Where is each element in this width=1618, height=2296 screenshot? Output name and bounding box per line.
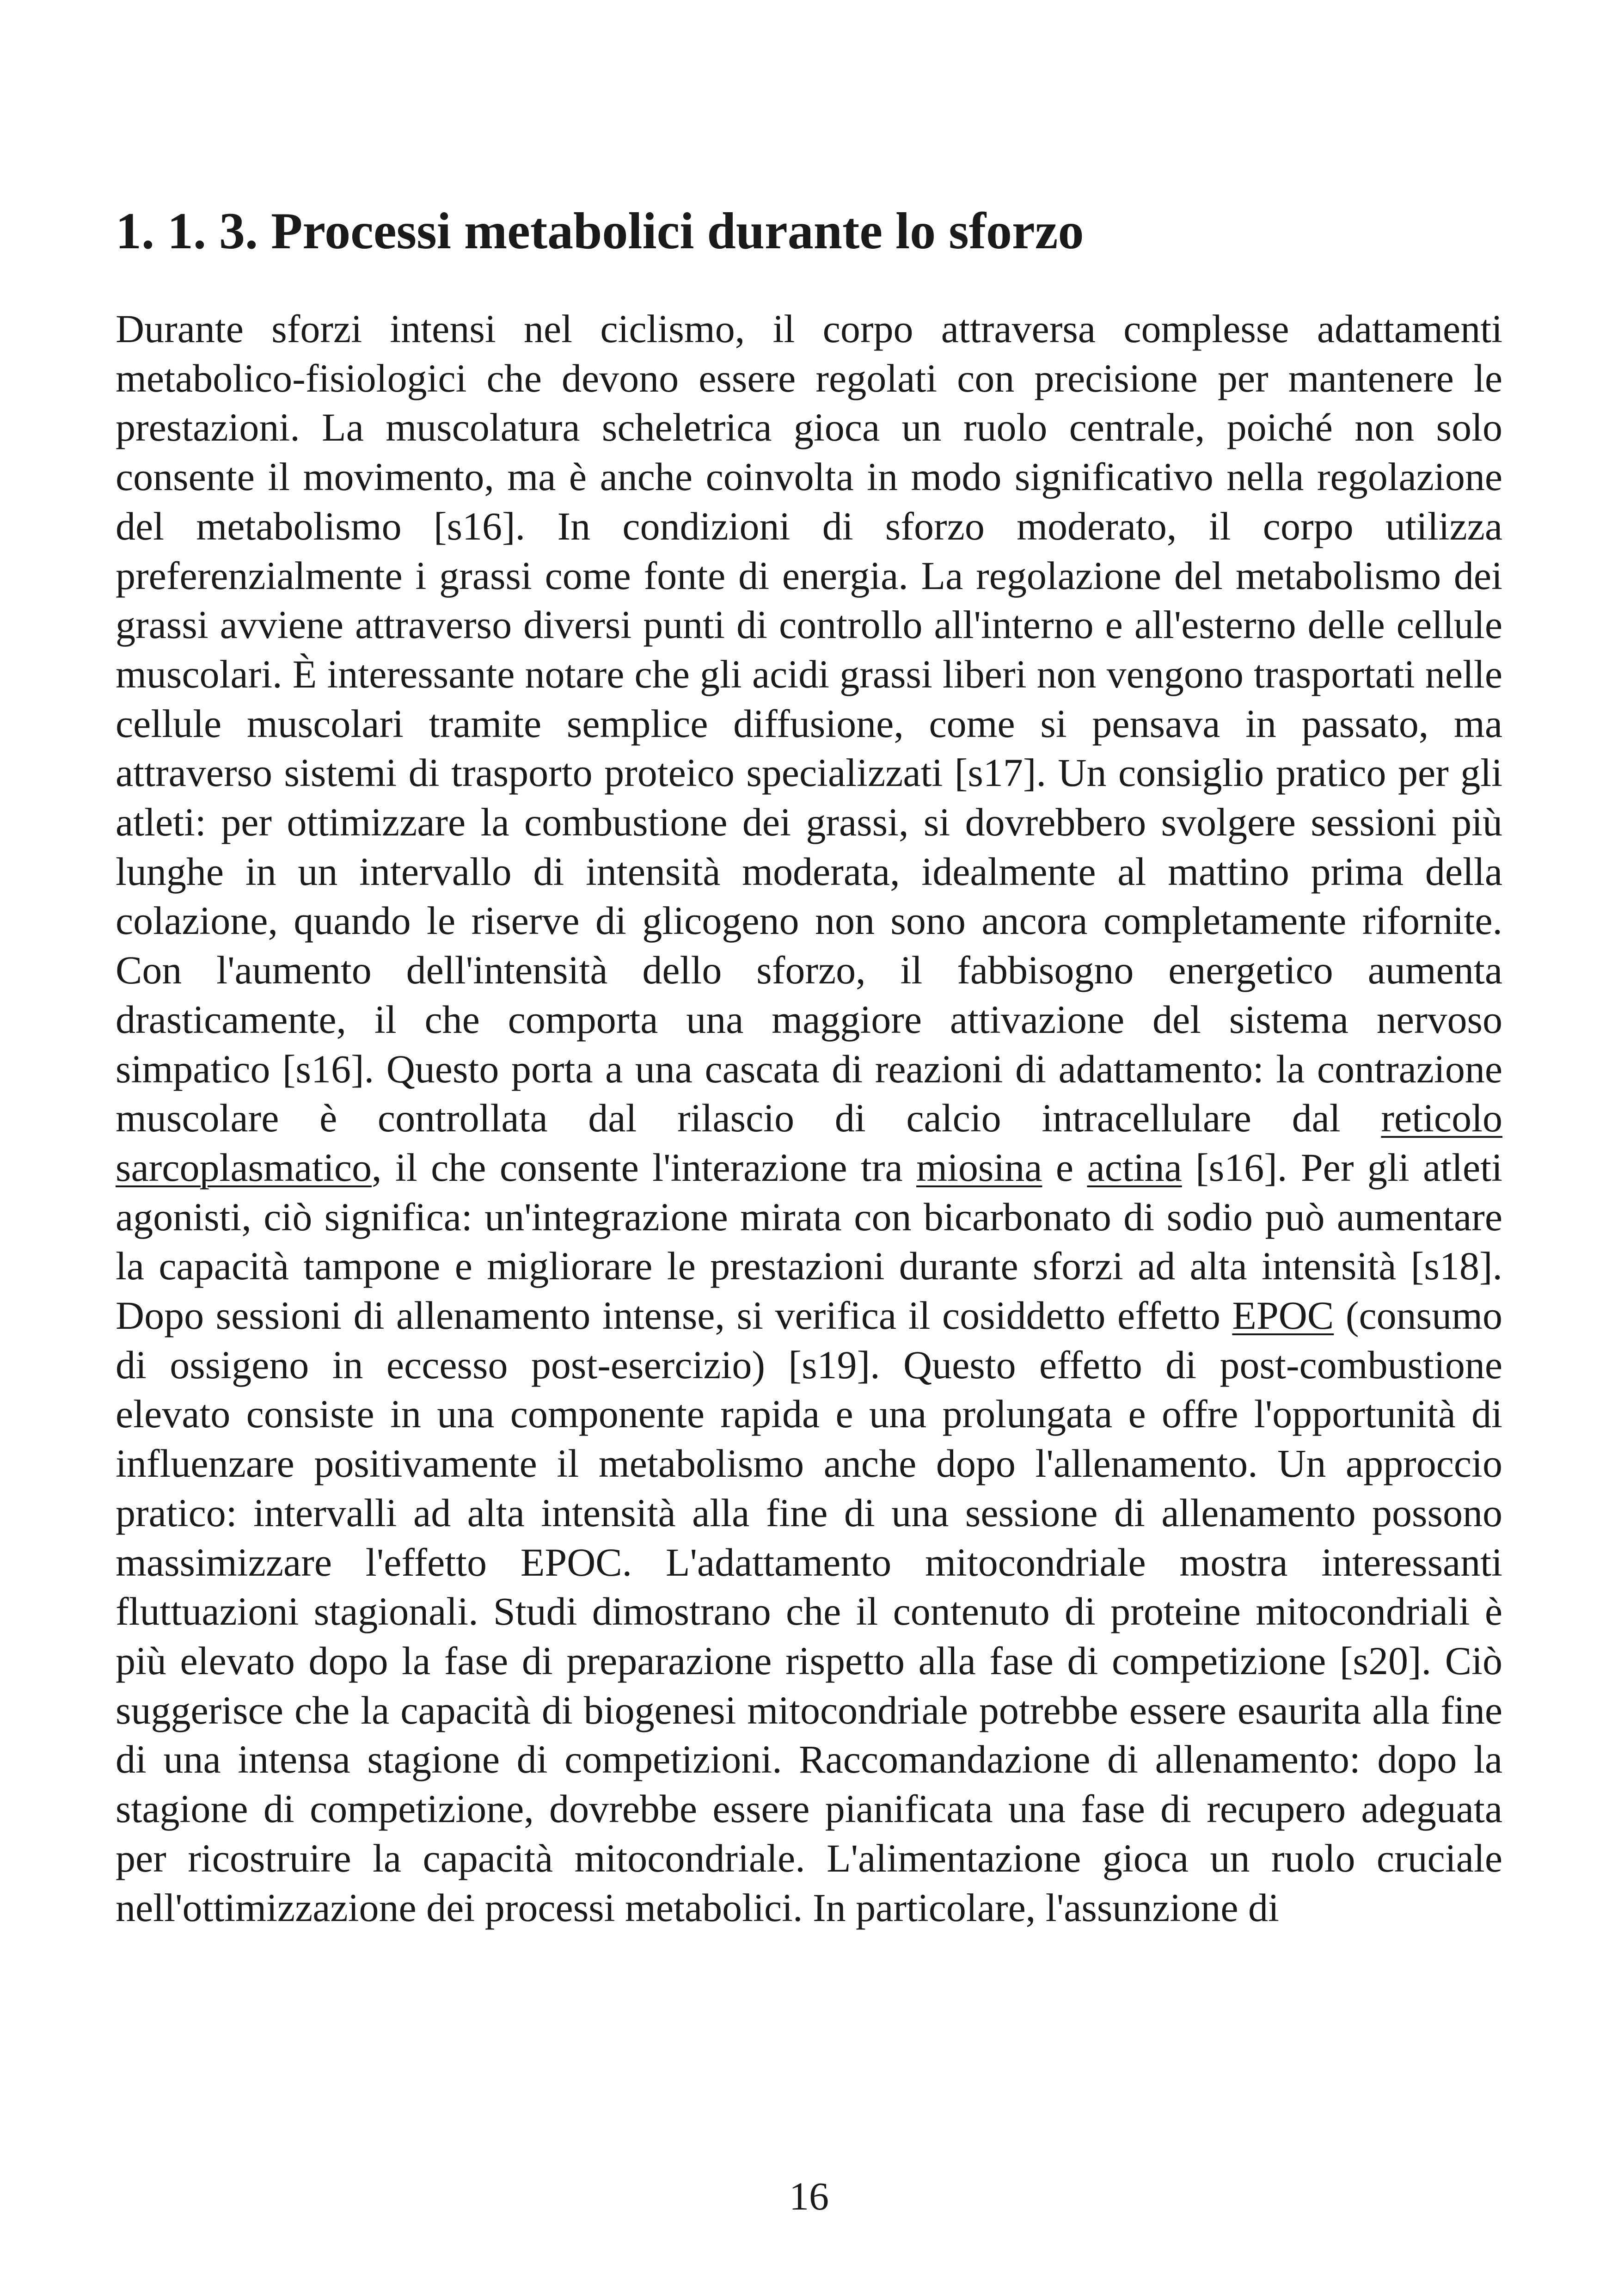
paragraph-text-4: [s16]. Per gli atleti agonisti, ciò significa: un'integrazione mirata con bicarbonato di sodio può aumentare la capacità tampone e migliorare le prestazioni durante sforzi ad alta intensità [s18]. Dopo sessioni di allenamento intense, si verifica il cosiddetto effetto <box>116 1145 1502 1338</box>
section-heading: 1. 1. 3. Processi metabolici durante lo sforzo <box>116 203 1084 260</box>
epoc-link[interactable]: EPOC <box>1232 1293 1334 1338</box>
paragraph-text-3: e <box>1042 1145 1087 1190</box>
reticolo-sarcoplasmatico-link[interactable]: reticolo sarcoplasmatico <box>116 1096 1502 1190</box>
miosina-link[interactable]: miosina <box>916 1145 1042 1190</box>
body-paragraph <box>116 304 1502 1932</box>
paragraph-text-2: , il che consente l'interazione tra <box>372 1145 917 1190</box>
actina-link[interactable]: actina <box>1087 1145 1182 1190</box>
paragraph-text-1: Durante sforzi intensi nel ciclismo, il corpo attraversa complesse adattamenti metabolico-fisiologici che devono essere regolati con precisione per mantenere le prestazioni. La muscolatura scheletrica gioca un ruolo centrale, poiché non solo consente il movimento, ma è anche coinvolta in modo significativo nella regolazione del metabolismo [s16]. In condizioni di sforzo moderato, il corpo utilizza preferenzialmente i grassi come fonte di energia. La regolazione del metabolismo dei grassi avviene attraverso diversi punti di controllo all'interno e all'esterno delle cellule muscolari. È interessante notare che gli acidi grassi liberi non vengono trasportati nelle cellule muscolari tramite semplice diffusione, come si pensava in passato, ma attraverso sistemi di trasporto proteico specializzati [s17]. Un consiglio pratico per gli atleti: per ottimizzare la combustione dei grassi, si dovrebbero svolgere sessioni più lunghe in un intervallo di intensità moderata, idealmente al mattino prima della colazione, quando le riserve di glicogeno non sono ancora completamente rifornite. Con l'aumento dell'intensità dello sforzo, il fabbisogno energetico aumenta drasticamente, il che comporta una maggiore attivazione del sistema nervoso simpatico [s16]. Questo porta a una cascata di reazioni di adattamento: la contrazione muscolare è controllata dal rilascio di calcio intracellulare dal <box>116 307 1502 1141</box>
paragraph-text-5: (consumo di ossigeno in eccesso post-esercizio) [s19]. Questo effetto di post-combustione elevato consiste in una componente rapida e una prolungata e offre l'opportunità di influenzare positivamente il metabolismo anche dopo l'allenamento. Un approccio pratico: intervalli ad alta intensità alla fine di una sessione di allenamento possono massimizzare l'effetto EPOC. L'adattamento mitocondriale mostra interessanti fluttuazioni stagionali. Studi dimostrano che il contenuto di proteine mitocondriali è più elevato dopo la fase di preparazione rispetto alla fase di competizione [s20]. Ciò suggerisce che la capacità di biogenesi mitocondriale potrebbe essere esaurita alla fine di una intensa stagione di competizioni. Raccomandazione di allenamento: dopo la stagione di competizione, dovrebbe essere pianificata una fase di recupero adeguata per ricostruire la capacità mitocondriale. L'alimentazione gioca un ruolo cruciale nell'ottimizzazione dei processi metabolici. In particolare, l'assunzione di <box>116 1293 1502 1930</box>
page-number: 16 <box>789 2174 829 2218</box>
